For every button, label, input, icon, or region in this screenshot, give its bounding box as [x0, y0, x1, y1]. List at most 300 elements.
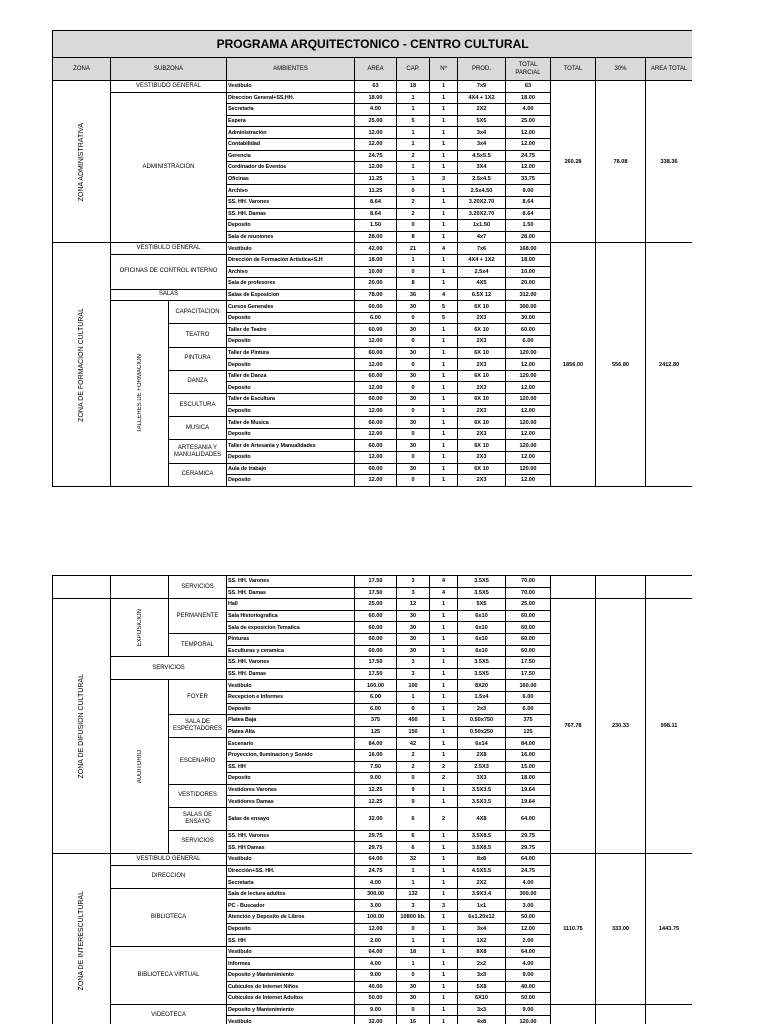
- dimensions-value: 2X3: [458, 312, 506, 324]
- table-row: [53, 243, 693, 255]
- ambiente-name: Contabilidad: [227, 138, 355, 150]
- header-2: AMBIENTES: [227, 58, 355, 81]
- dimensions-value: 4.5X5.5: [458, 865, 506, 877]
- zone-area-total: 338.36: [646, 81, 693, 243]
- area-value: 4.00: [355, 877, 397, 889]
- header-7: TOTAL PARCIAL: [506, 58, 551, 81]
- count-value: 1: [430, 738, 458, 750]
- count-value: 1: [430, 452, 458, 464]
- partial-total-value: 10.00: [506, 266, 551, 278]
- area-value: 20.00: [355, 278, 397, 290]
- area-value: 64.00: [355, 854, 397, 866]
- dimensions-value: 6X10: [458, 993, 506, 1005]
- partial-total-value: 2.00: [506, 935, 551, 947]
- count-value: 1: [430, 138, 458, 150]
- area-value: 18.00: [355, 254, 397, 266]
- dimensions-value: 6x10: [458, 622, 506, 634]
- capacity-value: 3: [397, 668, 430, 680]
- area-value: 12.00: [355, 452, 397, 464]
- dimensions-value: 3.5X8.5: [458, 842, 506, 854]
- capacity-value: 6: [397, 807, 430, 830]
- subzone-label: OFICINAS DE CONTROL INTERNO: [111, 254, 227, 289]
- ambiente-name: Dirección+SS. HH.: [227, 865, 355, 877]
- dimensions-value: 7x6: [458, 243, 506, 255]
- partial-total-value: 6.00: [506, 703, 551, 715]
- area-value: 60.00: [355, 417, 397, 429]
- zone-total-blank: [551, 576, 596, 599]
- ambiente-name: SS. HH. Varones: [227, 196, 355, 208]
- dimensions-value: 1x1.50: [458, 220, 506, 232]
- ambiente-name: Hall: [227, 599, 355, 611]
- capacity-value: 30: [397, 993, 430, 1005]
- area-value: 6.00: [355, 691, 397, 703]
- ambiente-name: Secretaria: [227, 877, 355, 889]
- partial-total-value: 25.00: [506, 599, 551, 611]
- area-value: 60.00: [355, 610, 397, 622]
- zone-30pct-blank: [596, 576, 646, 599]
- partial-total-value: 4.00: [506, 958, 551, 970]
- area-value: 160.00: [355, 680, 397, 692]
- partial-total-value: 9.00: [506, 970, 551, 982]
- area-value: 16.00: [355, 749, 397, 761]
- workshop-label: ARTESANIA Y MANUALIDADES: [169, 440, 227, 463]
- ambiente-name: SS. HH: [227, 761, 355, 773]
- zone-label-text: ZONA DE FORMACION CULTURAL: [77, 307, 85, 422]
- capacity-value: 3: [397, 900, 430, 912]
- area-value: 18.00: [355, 92, 397, 104]
- ambiente-name: Platea Alta: [227, 726, 355, 738]
- partial-total-value: 60.00: [506, 633, 551, 645]
- ambiente-name: Archivo: [227, 185, 355, 197]
- partial-total-value: 12.00: [506, 138, 551, 150]
- area-value: 8.64: [355, 208, 397, 220]
- capacity-value: 1: [397, 254, 430, 266]
- dimensions-value: 2X2: [458, 877, 506, 889]
- header-9: 30%: [596, 58, 646, 81]
- zone-label-text: ZONA DE INTERESCULTURAL: [77, 890, 85, 991]
- zone-total: 767.78: [551, 599, 596, 854]
- program-sheet-page-1: [52, 30, 692, 487]
- subzone-label: ADMINISTRACION: [111, 92, 227, 243]
- capacity-value: 1: [397, 92, 430, 104]
- dimensions-value: 7x9: [458, 81, 506, 93]
- capacity-value: 150: [397, 726, 430, 738]
- ambiente-name: Escenario: [227, 738, 355, 750]
- subzone-label: VESTIBUDO GENERAL: [111, 81, 227, 93]
- partial-total-value: 19.64: [506, 784, 551, 796]
- capacity-value: 3: [397, 657, 430, 669]
- ambiente-name: Sala de reuniones: [227, 231, 355, 243]
- area-value: 9.00: [355, 1004, 397, 1016]
- area-value: 32.00: [355, 807, 397, 830]
- area-value: 60.00: [355, 645, 397, 657]
- capacity-value: 1: [397, 138, 430, 150]
- ambiente-name: Atención y Deposito de Libros: [227, 912, 355, 924]
- ambiente-name: Direccion General+SS.HH.: [227, 92, 355, 104]
- dimensions-value: 4X4 + 1X2: [458, 92, 506, 104]
- count-value: 1: [430, 691, 458, 703]
- ambiente-name: Deposito: [227, 773, 355, 785]
- area-value: 60.00: [355, 347, 397, 359]
- ambiente-name: Taller de Artesania y Manualidades: [227, 440, 355, 452]
- area-value: 300.00: [355, 888, 397, 900]
- partial-total-value: 17.50: [506, 657, 551, 669]
- talleres-label: [111, 301, 169, 487]
- ambiente-name: SS. HH. Varones: [227, 576, 355, 588]
- partial-total-value: 70.00: [506, 576, 551, 588]
- auditorio-label: [111, 680, 169, 854]
- partial-total-value: 120.00: [506, 1016, 551, 1024]
- subzone-blank: [111, 576, 169, 599]
- ambiente-name: Deposito: [227, 405, 355, 417]
- capacity-value: 0: [397, 475, 430, 487]
- capacity-value: 1: [397, 865, 430, 877]
- count-value: 1: [430, 347, 458, 359]
- dimensions-value: 2X2: [458, 104, 506, 116]
- zone-30pct-blank: [596, 1004, 646, 1024]
- dimensions-value: 6X 10: [458, 417, 506, 429]
- count-value: 1: [430, 622, 458, 634]
- dimensions-value: 6X 10: [458, 370, 506, 382]
- ambiente-name: Recepcion e Informes: [227, 691, 355, 703]
- zone-label: [53, 81, 111, 243]
- ambiente-name: Gerencia: [227, 150, 355, 162]
- area-value: 60.00: [355, 394, 397, 406]
- zone-total: 1110.75: [551, 854, 596, 1005]
- dimensions-value: 3.5X5: [458, 668, 506, 680]
- zone-total: 1856.00: [551, 243, 596, 486]
- count-value: 1: [430, 599, 458, 611]
- capacity-value: 3: [397, 587, 430, 599]
- dimensions-value: 6X 10: [458, 440, 506, 452]
- count-value: 1: [430, 394, 458, 406]
- count-value: 1: [430, 231, 458, 243]
- partial-total-value: 9.00: [506, 185, 551, 197]
- area-value: 12.00: [355, 359, 397, 371]
- ambiente-name: Taller de Musica: [227, 417, 355, 429]
- partial-total-value: 16.00: [506, 749, 551, 761]
- ambiente-name: Deposito: [227, 452, 355, 464]
- partial-total-value: 12.00: [506, 923, 551, 935]
- area-value: 4.00: [355, 958, 397, 970]
- partial-total-value: 64.00: [506, 807, 551, 830]
- capacity-value: 0: [397, 773, 430, 785]
- count-value: 1: [430, 115, 458, 127]
- capacity-value: 2: [397, 208, 430, 220]
- workshop-label: PINTURA: [169, 347, 227, 370]
- dimensions-value: 3x4: [458, 127, 506, 139]
- partial-total-value: 24.75: [506, 150, 551, 162]
- ambiente-name: Vestibulo: [227, 81, 355, 93]
- workshop-label: ESCULTURA: [169, 394, 227, 417]
- ambiente-name: Taller de Danza: [227, 370, 355, 382]
- table-row: [53, 576, 693, 588]
- ambiente-name: Deposito: [227, 359, 355, 371]
- count-value: 1: [430, 81, 458, 93]
- zone-label: [53, 243, 111, 486]
- subzone-label: SERVICIOS: [169, 576, 227, 599]
- count-value: 1: [430, 726, 458, 738]
- zone-label-text: ZONA ADMINISTRATIVA: [77, 122, 85, 201]
- partial-total-value: 20.00: [506, 278, 551, 290]
- count-value: 1: [430, 865, 458, 877]
- partial-total-value: 25.00: [506, 115, 551, 127]
- partial-total-value: 6.00: [506, 691, 551, 703]
- area-value: 60.00: [355, 301, 397, 313]
- capacity-value: 0: [397, 428, 430, 440]
- area-value: 32.00: [355, 1016, 397, 1024]
- ambiente-name: Sala de exposicion Tematica: [227, 622, 355, 634]
- capacity-value: 30: [397, 463, 430, 475]
- partial-total-value: 40.00: [506, 981, 551, 993]
- count-value: 1: [430, 912, 458, 924]
- partial-total-value: 30.00: [506, 312, 551, 324]
- ambiente-name: Cordinador de Eventos: [227, 162, 355, 174]
- capacity-value: 30: [397, 645, 430, 657]
- capacity-value: 6: [397, 830, 430, 842]
- partial-total-value: 12.00: [506, 475, 551, 487]
- zone-30pct: 78.08: [596, 81, 646, 243]
- count-value: 5: [430, 301, 458, 313]
- partial-total-value: 120.00: [506, 347, 551, 359]
- area-value: 17.50: [355, 576, 397, 588]
- count-value: 1: [430, 715, 458, 727]
- area-value: 12.25: [355, 796, 397, 808]
- area-value: 6.00: [355, 703, 397, 715]
- capacity-value: 1: [397, 162, 430, 174]
- capacity-value: 10800 lib.: [397, 912, 430, 924]
- area-value: 60.00: [355, 324, 397, 336]
- count-value: 1: [430, 970, 458, 982]
- program-table-page-2: [52, 575, 692, 1024]
- dimensions-value: 6x10: [458, 645, 506, 657]
- partial-total-value: 12.00: [506, 382, 551, 394]
- dimensions-value: 4X4 + 1X2: [458, 254, 506, 266]
- capacity-value: 9: [397, 796, 430, 808]
- dimensions-value: 6x14: [458, 738, 506, 750]
- dimensions-value: 2X3: [458, 382, 506, 394]
- dimensions-value: 3x4: [458, 923, 506, 935]
- dimensions-value: 2X3: [458, 359, 506, 371]
- dimensions-value: 2.5x4.5: [458, 173, 506, 185]
- count-value: 1: [430, 417, 458, 429]
- partial-total-value: 60.00: [506, 622, 551, 634]
- zone-area-total: 998.11: [646, 599, 693, 854]
- partial-total-value: 312.00: [506, 289, 551, 301]
- area-value: 4.00: [355, 104, 397, 116]
- partial-total-value: 60.00: [506, 324, 551, 336]
- count-value: 1: [430, 749, 458, 761]
- capacity-value: 30: [397, 417, 430, 429]
- capacity-value: 30: [397, 633, 430, 645]
- ambiente-name: Esculturas y ceramica: [227, 645, 355, 657]
- partial-total-value: 8.64: [506, 196, 551, 208]
- ambiente-name: Deposito: [227, 428, 355, 440]
- ambiente-name: Deposito y Mantenimiento: [227, 1004, 355, 1016]
- partial-total-value: 17.50: [506, 668, 551, 680]
- capacity-value: 1: [397, 127, 430, 139]
- count-value: 1: [430, 475, 458, 487]
- area-value: 17.50: [355, 587, 397, 599]
- count-value: 1: [430, 680, 458, 692]
- capacity-value: 0: [397, 405, 430, 417]
- area-value: 11.25: [355, 173, 397, 185]
- subzone-label: FOYER: [169, 680, 227, 715]
- ambiente-name: Salas de ensayo: [227, 807, 355, 830]
- capacity-value: 16: [397, 1016, 430, 1024]
- zone-label: [53, 854, 111, 1024]
- capacity-value: 6: [397, 842, 430, 854]
- capacity-value: 12: [397, 599, 430, 611]
- capacity-value: 1: [397, 173, 430, 185]
- partial-total-value: 84.00: [506, 738, 551, 750]
- dimensions-value: 3x4: [458, 138, 506, 150]
- capacity-value: 1: [397, 877, 430, 889]
- count-value: 1: [430, 463, 458, 475]
- capacity-value: 1: [397, 958, 430, 970]
- area-value: 12.25: [355, 784, 397, 796]
- area-value: 60.00: [355, 622, 397, 634]
- count-value: 1: [430, 92, 458, 104]
- count-value: 2: [430, 761, 458, 773]
- capacity-value: 1: [397, 691, 430, 703]
- capacity-value: 0: [397, 923, 430, 935]
- partial-total-value: 4.00: [506, 104, 551, 116]
- ambiente-name: Administración: [227, 127, 355, 139]
- count-value: 1: [430, 1004, 458, 1016]
- ambiente-name: Sala de lectura adultos: [227, 888, 355, 900]
- table-title: PROGRAMA ARQUITECTONICO - CENTRO CULTURAL: [53, 31, 693, 58]
- subzone-label: VESTIBULO GENERAL: [111, 243, 227, 255]
- count-value: 1: [430, 266, 458, 278]
- count-value: 2: [430, 807, 458, 830]
- dimensions-value: 5X5: [458, 599, 506, 611]
- capacity-value: 450: [397, 715, 430, 727]
- zone-label: [53, 599, 111, 854]
- partial-total-value: 50.00: [506, 993, 551, 1005]
- area-value: 64.00: [355, 946, 397, 958]
- dimensions-value: 3.20X2.70: [458, 208, 506, 220]
- capacity-value: 0: [397, 1004, 430, 1016]
- count-value: 3: [430, 900, 458, 912]
- ambiente-name: Cursos Generales: [227, 301, 355, 313]
- count-value: 4: [430, 587, 458, 599]
- subzone-label: TEMPORAL: [169, 633, 227, 656]
- partial-total-value: 12.00: [506, 359, 551, 371]
- capacity-value: 30: [397, 347, 430, 359]
- capacity-value: 0: [397, 185, 430, 197]
- ambiente-name: Oficinas: [227, 173, 355, 185]
- ambiente-name: Deposito: [227, 923, 355, 935]
- area-value: 24.75: [355, 150, 397, 162]
- dimensions-value: 3.5X3.5: [458, 796, 506, 808]
- workshop-label: TEATRO: [169, 324, 227, 347]
- subzone-label: DIRECCION: [111, 865, 227, 888]
- ambiente-name: Vestibulo: [227, 243, 355, 255]
- count-value: 1: [430, 208, 458, 220]
- ambiente-name: SS. HH. Varones: [227, 657, 355, 669]
- area-value: 125: [355, 726, 397, 738]
- partial-total-value: 6.00: [506, 336, 551, 348]
- capacity-value: 30: [397, 370, 430, 382]
- count-value: 4: [430, 576, 458, 588]
- dimensions-value: 4x7: [458, 231, 506, 243]
- capacity-value: 30: [397, 622, 430, 634]
- count-value: 1: [430, 784, 458, 796]
- dimensions-value: 8X20: [458, 680, 506, 692]
- subzone-label: VESTIBULO GENERAL: [111, 854, 227, 866]
- dimensions-value: 0.50x250: [458, 726, 506, 738]
- partial-total-value: 300.00: [506, 888, 551, 900]
- capacity-value: 0: [397, 359, 430, 371]
- header-4: CAP.: [397, 58, 430, 81]
- capacity-value: 18: [397, 946, 430, 958]
- area-value: 25.00: [355, 599, 397, 611]
- partial-total-value: 24.75: [506, 865, 551, 877]
- area-value: 12.00: [355, 336, 397, 348]
- capacity-value: 5: [397, 115, 430, 127]
- area-value: 17.50: [355, 657, 397, 669]
- dimensions-value: 5X8: [458, 981, 506, 993]
- count-value: 1: [430, 946, 458, 958]
- dimensions-value: 3.5X5: [458, 576, 506, 588]
- header-subzona: SUBZONA: [111, 58, 227, 81]
- area-value: 12.00: [355, 138, 397, 150]
- capacity-value: 3: [397, 576, 430, 588]
- workshop-label: CERAMICA: [169, 463, 227, 486]
- dimensions-value: 3x3: [458, 970, 506, 982]
- capacity-value: 36: [397, 289, 430, 301]
- ambiente-name: PC - Buscador: [227, 900, 355, 912]
- count-value: 4: [430, 289, 458, 301]
- ambiente-name: Deposito: [227, 220, 355, 232]
- zone-label-text: ZONA DE DIFUSION CULTURAL: [77, 673, 85, 779]
- partial-total-value: 300.00: [506, 301, 551, 313]
- capacity-value: 0: [397, 382, 430, 394]
- area-value: 12.00: [355, 382, 397, 394]
- ambiente-name: Taller de Teatro: [227, 324, 355, 336]
- capacity-value: 0: [397, 336, 430, 348]
- capacity-value: 8: [397, 278, 430, 290]
- partial-total-value: 70.00: [506, 587, 551, 599]
- dimensions-value: 2X3: [458, 336, 506, 348]
- capacity-value: 0: [397, 220, 430, 232]
- count-value: 1: [430, 370, 458, 382]
- partial-total-value: 19.64: [506, 796, 551, 808]
- area-value: 63: [355, 81, 397, 93]
- dimensions-value: 3.9X3.4: [458, 888, 506, 900]
- talleres-label-text: TALLERES DE FORMACION: [136, 354, 143, 433]
- zone-area-total: 1443.75: [646, 854, 693, 1005]
- capacity-value: 2: [397, 150, 430, 162]
- partial-total-value: 60.00: [506, 610, 551, 622]
- zone-total: 260.28: [551, 81, 596, 243]
- capacity-value: 0: [397, 266, 430, 278]
- area-value: 60.00: [355, 440, 397, 452]
- partial-total-value: 120.00: [506, 440, 551, 452]
- ambiente-name: Dirección de Formación Artística+S.H: [227, 254, 355, 266]
- dimensions-value: 6X 10: [458, 324, 506, 336]
- dimensions-value: 6X 10: [458, 347, 506, 359]
- dimensions-value: 6x1.20x12: [458, 912, 506, 924]
- count-value: 1: [430, 162, 458, 174]
- subzone-label: SALAS: [111, 289, 227, 301]
- area-value: 25.00: [355, 115, 397, 127]
- count-value: 1: [430, 796, 458, 808]
- header-6: PROD.: [458, 58, 506, 81]
- count-value: 1: [430, 254, 458, 266]
- ambiente-name: Informes: [227, 958, 355, 970]
